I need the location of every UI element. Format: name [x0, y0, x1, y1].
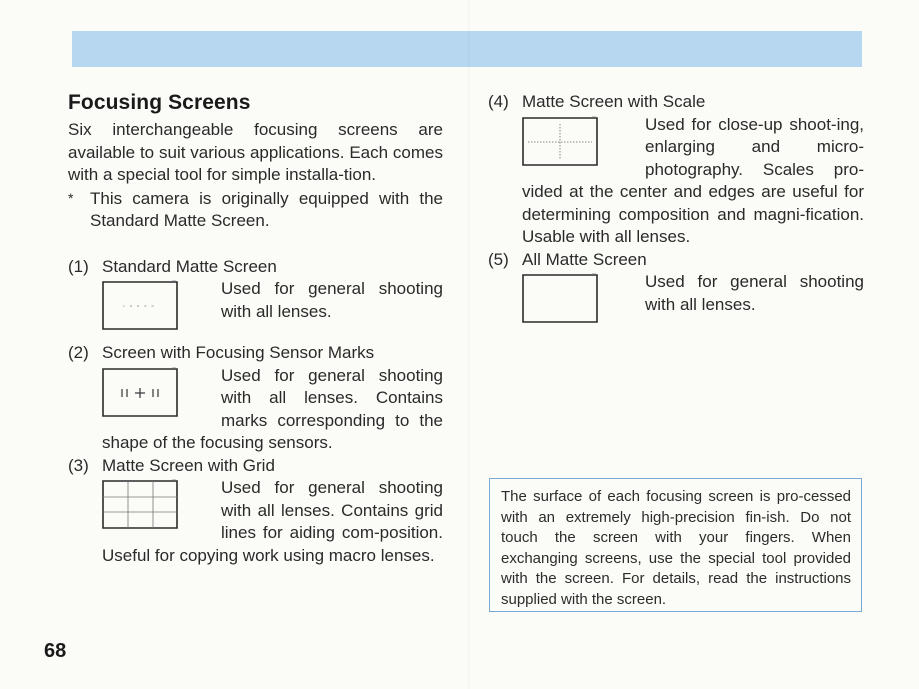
item-description: Used for general shooting with all lenses. — [645, 272, 864, 314]
screen-item-title — [488, 91, 864, 114]
screen-item-1 — [68, 256, 443, 324]
item-number: (5) — [488, 249, 509, 269]
page-fold — [468, 0, 470, 689]
item-number: (1) — [68, 256, 89, 276]
page-title: Focusing Screens — [68, 91, 251, 114]
screen-item-title — [488, 249, 864, 272]
item-title-text: Matte Screen with Grid — [102, 455, 275, 475]
caution-box — [489, 478, 862, 612]
item-title-text: All Matte Screen — [522, 249, 647, 269]
sensor-marks-screen-icon — [102, 367, 179, 418]
header-color-band — [72, 31, 862, 67]
item-number: (2) — [68, 343, 89, 362]
item-description: Used for general shooting with all lenses. Contains marks corresponding to the shape of the focusing sensors. — [102, 365, 443, 452]
equipment-note-text: This camera is originally equipped with the Standard Matte Screen. — [90, 188, 443, 230]
item-title-text: Screen with Focusing Sensor Marks — [102, 343, 375, 362]
screen-item-body — [102, 477, 443, 567]
asterisk-mark: * — [68, 189, 74, 206]
caution-text: The surface of each focusing screen is pro-cessed with an extremely high-precision fin-ish. Do not touch the screen with your fingers. When exchanging screens, use the special tool provided with the screen. For details, read the instructions supplied with the screen. — [501, 488, 851, 608]
screen-item-3 — [68, 455, 443, 568]
grid-screen-icon — [102, 479, 179, 530]
screen-item-5 — [488, 249, 864, 317]
svg-text:◦ ▫ ▫ ▫ ▫: ◦ ▫ ▫ ▫ ▫ — [122, 303, 155, 310]
item-number: (3) — [68, 455, 89, 475]
standard-matte-screen-icon — [102, 280, 179, 331]
screen-item-body — [102, 365, 443, 455]
item-description: Used for close-up shoot-ing, enlarging and micro-photography. Scales pro-vided at the center and edges are useful for determining composition and magni-fication. Usable with all lenses. — [522, 114, 864, 246]
screen-item-body — [522, 271, 864, 316]
item-title-text: Standard Matte Screen — [102, 256, 277, 276]
screen-item-4 — [488, 91, 864, 249]
screen-item-2 — [68, 342, 443, 455]
screen-item-title — [68, 342, 443, 365]
item-title-text: Matte Screen with Scale — [522, 92, 706, 111]
screen-item-body — [102, 278, 443, 323]
screen-item-title — [68, 256, 443, 279]
screen-item-body — [522, 114, 864, 249]
equipment-note — [68, 188, 443, 233]
right-column — [488, 88, 864, 328]
screen-item-title — [68, 455, 443, 478]
intro-paragraph: Six interchangeable focusing screens are available to suit various applications. Each comes with a special tool for simple installa-tion. — [68, 120, 443, 184]
all-matte-screen-icon — [522, 273, 599, 324]
left-column — [68, 88, 443, 567]
page-number: 68 — [44, 640, 67, 662]
item-description: Used for general shooting with all lenses. — [221, 279, 443, 321]
item-description: Used for general shooting with all lenses. Contains grid lines for aiding com-position. Useful for copying work using macro lenses. — [102, 478, 443, 565]
scale-screen-icon — [522, 116, 599, 167]
item-number: (4) — [488, 92, 509, 111]
